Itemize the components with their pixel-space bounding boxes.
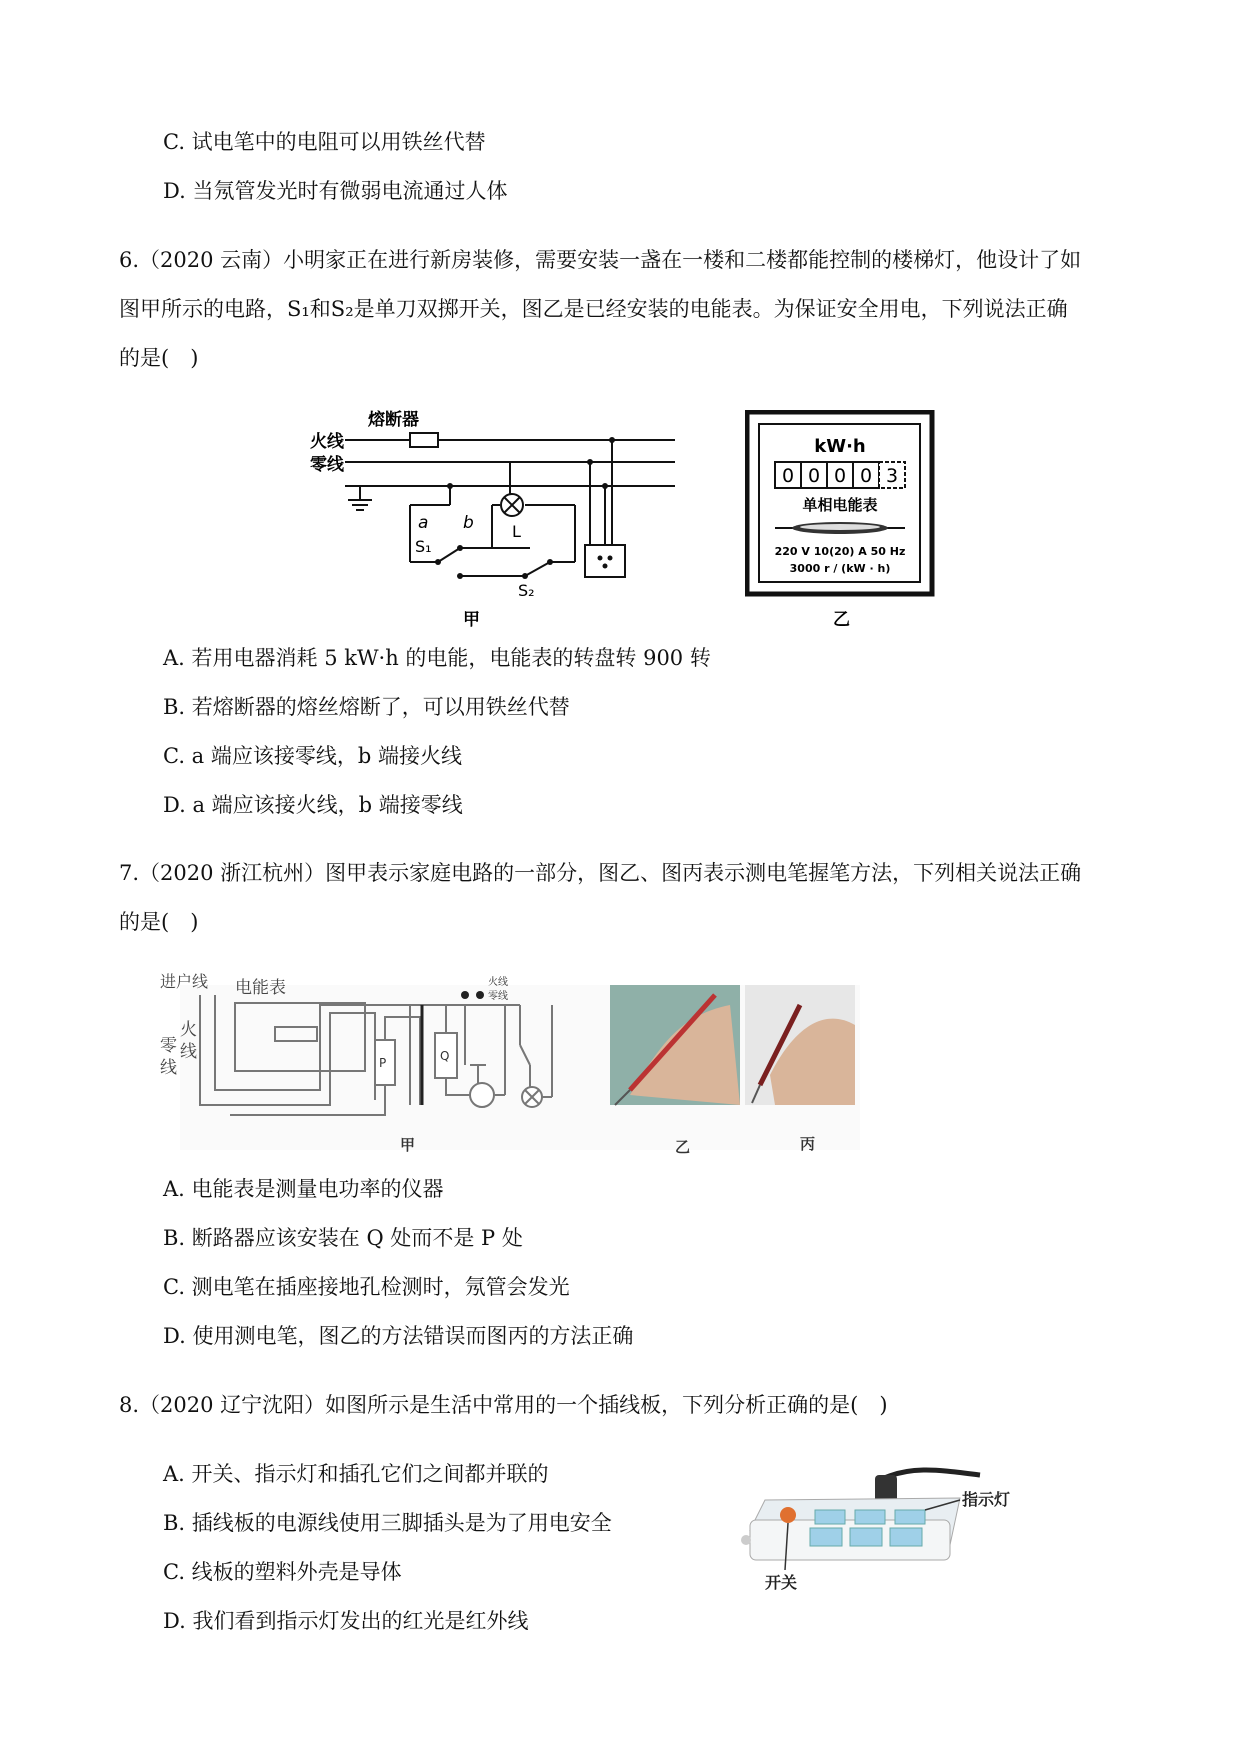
q8-label-indicator: 指示灯: [962, 1490, 1011, 1509]
meter-digit-2: 0: [807, 465, 821, 487]
q7-label-huoxian: 火线: [488, 977, 508, 988]
meter-spec1: 220 V 10(20) A 50 Hz: [774, 545, 906, 558]
q6-option-d: D. a 端应该接火线，b 端接零线: [163, 793, 463, 817]
q7-option-c: C. 测电笔在插座接地孔检测时，氖管会发光: [163, 1275, 570, 1299]
q8-power-strip-figure: [740, 1460, 1040, 1610]
q5-option-c: C. 试电笔中的电阻可以用铁丝代替: [163, 130, 486, 154]
q8-option-c: C. 线板的塑料外壳是导体: [163, 1560, 402, 1584]
label-a: a: [418, 513, 429, 533]
q6-meter-figure: [745, 410, 945, 630]
q7-caption-yi: 乙: [675, 1138, 691, 1156]
meter-digit-4: 0: [859, 465, 873, 487]
q7-option-a: A. 电能表是测量电功率的仪器: [163, 1177, 444, 1201]
q7-label-xian2: 线: [160, 1058, 177, 1078]
label-huoxian: 火线: [310, 432, 344, 452]
q6-stem-line2: 图甲所示的电路，S₁和S₂是单刀双掷开关，图乙是已经安装的电能表。为保证安全用电，下列说法正确: [119, 297, 1068, 321]
q6-circuit-figure: [300, 400, 700, 630]
q7-label-xian: 线: [180, 1042, 197, 1062]
q7-caption-bing: 丙: [800, 1135, 816, 1153]
label-fuse: 熔断器: [368, 410, 419, 430]
label-b: b: [463, 513, 474, 533]
q7-label-Q: Q: [440, 1049, 450, 1063]
q6-option-b: B. 若熔断器的熔丝熔断了，可以用铁丝代替: [163, 695, 570, 719]
meter-unit: kW·h: [814, 436, 866, 457]
q7-option-b: B. 断路器应该安装在 Q 处而不是 P 处: [163, 1226, 523, 1250]
meter-digit-5: 3: [885, 465, 899, 487]
q7-stem-line1: 7.（2020 浙江杭州）图甲表示家庭电路的一部分，图乙、图丙表示测电笔握笔方法，下列相关说法正确: [119, 861, 1082, 885]
q8-option-d: D. 我们看到指示灯发出的红光是红外线: [163, 1609, 529, 1633]
label-S2: S₂: [518, 581, 535, 600]
q8-option-b: B. 插线板的电源线使用三脚插头是为了用电安全: [163, 1511, 612, 1535]
q5-option-d: D. 当氖管发光时有微弱电流通过人体: [163, 179, 508, 203]
label-lingxian: 零线: [310, 455, 344, 475]
label-S1: S₁: [415, 537, 432, 556]
meter-spec2: 3000 r / (kW · h): [789, 562, 891, 575]
q8-stem-line1: 8.（2020 辽宁沈阳）如图所示是生活中常用的一个插线板，下列分析正确的是( ): [119, 1393, 888, 1417]
q8-option-a: A. 开关、指示灯和插孔它们之间都并联的: [163, 1462, 549, 1486]
q7-hand-photo-yi: [610, 985, 740, 1105]
q7-label-lingxian: 零线: [488, 991, 508, 1002]
q7-caption-jia: 甲: [400, 1136, 416, 1154]
q7-label-meter: 电能表: [235, 978, 286, 998]
q7-label-P: P: [379, 1056, 387, 1070]
q6-option-a: A. 若用电器消耗 5 kW·h 的电能，电能表的转盘转 900 转: [163, 646, 711, 670]
meter-name: 单相电能表: [802, 496, 878, 514]
q7-label-ling: 零: [160, 1036, 177, 1056]
caption-jia: 甲: [463, 610, 480, 630]
q6-stem-line3: 的是( ): [119, 346, 199, 370]
q7-figure: [160, 965, 880, 1160]
q7-label-huo: 火: [180, 1020, 197, 1040]
caption-yi: 乙: [833, 610, 850, 630]
meter-digit-1: 0: [781, 465, 795, 487]
q7-option-d: D. 使用测电笔，图乙的方法错误而图丙的方法正确: [163, 1324, 634, 1348]
q8-label-switch: 开关: [765, 1573, 798, 1592]
q7-label-entry: 进户线: [160, 972, 209, 991]
label-L: L: [512, 522, 521, 541]
q6-stem-line1: 6.（2020 云南）小明家正在进行新房装修，需要安装一盏在一楼和二楼都能控制的楼梯灯，他设计了如: [119, 248, 1082, 272]
q7-stem-line2: 的是( ): [119, 910, 199, 934]
meter-digit-3: 0: [833, 465, 847, 487]
q6-option-c: C. a 端应该接零线，b 端接火线: [163, 744, 462, 768]
q7-hand-photo-bing: [745, 985, 855, 1105]
